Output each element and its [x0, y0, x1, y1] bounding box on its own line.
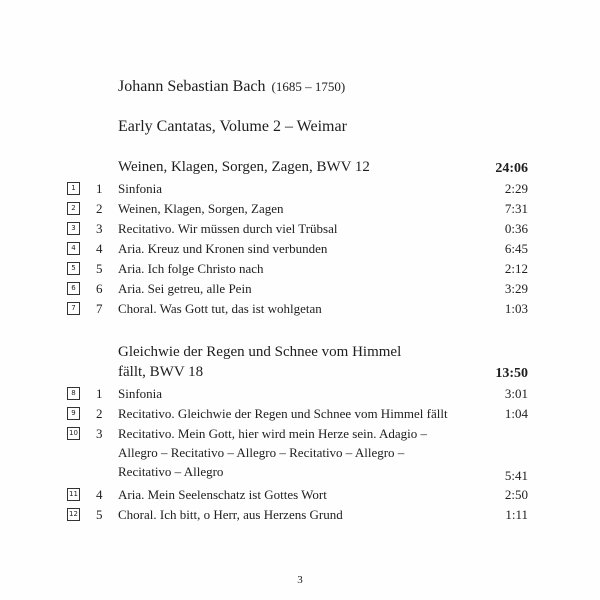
movement-number: 5 [96, 507, 103, 522]
movement-title-line: Sinfonia [118, 181, 163, 196]
work-title-line: Weinen, Klagen, Sorgen, Zagen, BWV 12 [118, 159, 370, 175]
work-title [118, 157, 370, 177]
movement-number: 3 [96, 426, 103, 441]
cd-track-number-box: 3 [67, 222, 80, 235]
cd-track-number-box: 2 [67, 202, 80, 215]
cd-track-number-box: 10 [67, 427, 80, 440]
cd-track-number-box: 5 [67, 262, 80, 275]
composer-heading [118, 78, 345, 96]
cd-track-number-box: 9 [67, 407, 80, 420]
composer-name: Johann Sebastian Bach [118, 78, 266, 95]
track-duration: 3:01 [504, 386, 528, 401]
movement-title-line: Choral. Ich bitt, o Herr, aus Herzens Grund [118, 507, 343, 522]
work-title [118, 342, 401, 382]
movement-number: 1 [96, 181, 103, 196]
track-row [0, 424, 600, 481]
movement-title [118, 485, 478, 504]
cd-track-number-box: 7 [67, 302, 80, 315]
movement-title-line: Choral. Was Gott tut, das ist wohlgetan [118, 301, 322, 316]
track-row [0, 279, 600, 298]
movement-number: 7 [96, 301, 103, 316]
cd-track-number-box: 6 [67, 282, 80, 295]
movement-title-line: Weinen, Klagen, Sorgen, Zagen [118, 201, 284, 216]
movement-title [118, 505, 478, 524]
movement-title [118, 259, 478, 278]
track-duration: 0:36 [504, 221, 528, 236]
movement-number: 6 [96, 281, 103, 296]
cd-track-number-box: 1 [67, 182, 80, 195]
movement-title [118, 239, 478, 258]
track-row [0, 239, 600, 258]
track-duration: 6:45 [504, 241, 528, 256]
track-row [0, 505, 600, 524]
album-title: Early Cantatas, Volume 2 – Weimar [118, 118, 347, 135]
track-row [0, 404, 600, 423]
movement-number: 1 [96, 386, 103, 401]
work-total-duration: 13:50 [495, 366, 528, 381]
movement-title [118, 219, 478, 238]
cd-track-number-box: 11 [67, 488, 80, 501]
movement-title [118, 279, 478, 298]
movement-title [118, 424, 478, 481]
movement-title-line: Aria. Ich folge Christo nach [118, 261, 264, 276]
track-duration: 2:50 [504, 487, 528, 502]
cd-track-number-box: 12 [67, 508, 80, 521]
track-duration: 5:41 [504, 468, 528, 483]
movement-title [118, 199, 478, 218]
track-row [0, 299, 600, 318]
track-row [0, 199, 600, 218]
movement-title [118, 299, 478, 318]
cd-track-number-box: 8 [67, 387, 80, 400]
track-duration: 2:12 [504, 261, 528, 276]
movement-title-line: Aria. Mein Seelenschatz ist Gottes Wort [118, 487, 327, 502]
movement-number: 4 [96, 487, 103, 502]
track-row [0, 485, 600, 504]
movement-title-line: Recitativo. Gleichwie der Regen und Schnee vom Himmel fällt [118, 406, 448, 421]
movement-title-line: Recitativo – Allegro [118, 464, 224, 479]
track-duration: 7:31 [504, 201, 528, 216]
track-row [0, 259, 600, 278]
movement-number: 5 [96, 261, 103, 276]
page-number: 3 [297, 574, 303, 586]
movement-number: 3 [96, 221, 103, 236]
movement-number: 2 [96, 406, 103, 421]
track-row [0, 219, 600, 238]
movement-title-line: Allegro – Recitativo – Allegro – Recitativo – Allegro – [118, 445, 405, 460]
movement-title [118, 179, 478, 198]
cd-track-number-box: 4 [67, 242, 80, 255]
movement-title-line: Sinfonia [118, 386, 163, 401]
work-total-duration: 24:06 [495, 161, 528, 176]
work-title-line: fällt, BWV 18 [118, 364, 204, 380]
movement-title-line: Recitativo. Wir müssen durch viel Trübsal [118, 221, 338, 236]
work-title-line: Gleichwie der Regen und Schnee vom Himmel [118, 344, 402, 360]
track-row [0, 384, 600, 403]
track-duration: 1:03 [504, 301, 528, 316]
movement-number: 2 [96, 201, 103, 216]
movement-number: 4 [96, 241, 103, 256]
movement-title [118, 384, 478, 403]
composer-dates: (1685 – 1750) [271, 79, 346, 94]
movement-title-line: Aria. Sei getreu, alle Pein [118, 281, 252, 296]
track-duration: 2:29 [504, 181, 528, 196]
movement-title-line: Recitativo. Mein Gott, hier wird mein Herze sein. Adagio – [118, 426, 428, 441]
track-duration: 1:11 [505, 507, 528, 522]
movement-title-line: Aria. Kreuz und Kronen sind verbunden [118, 241, 328, 256]
track-row [0, 179, 600, 198]
track-duration: 1:04 [504, 406, 528, 421]
movement-title [118, 404, 478, 423]
track-duration: 3:29 [504, 281, 528, 296]
